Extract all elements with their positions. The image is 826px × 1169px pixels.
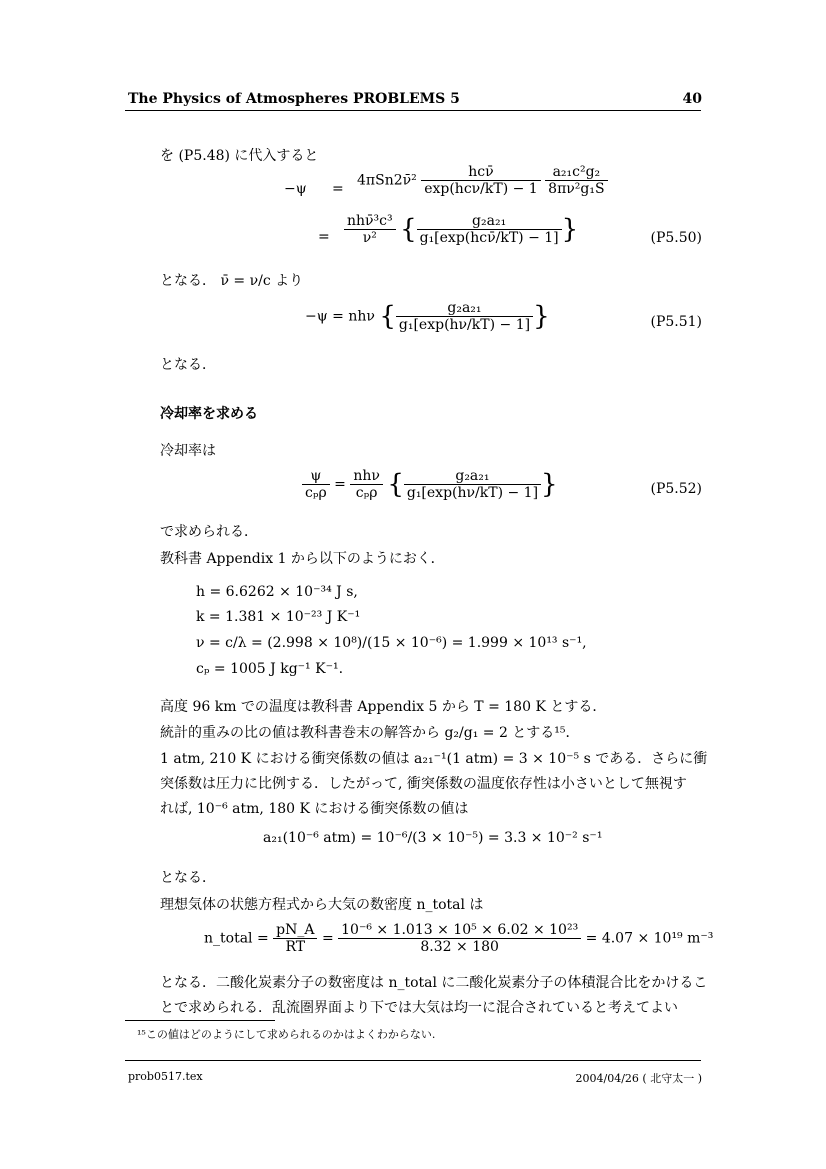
footer-rule	[125, 1060, 701, 1061]
footnote: ¹⁵この値はどのようにして求められるのかはよくわからない.	[137, 1028, 436, 1041]
paragraph: 統計的重みの比の値は教科書巻末の解答から g₂/g₁ = 2 とする¹⁵．	[160, 725, 580, 741]
equation-number: (P5.51)	[650, 314, 702, 330]
paragraph: 教科書 Appendix 1 から以下のようにおく．	[160, 551, 445, 567]
paragraph: 突係数は圧力に比例する．したがって, 衝突係数の温度依存性は小さいとして無視す	[160, 776, 687, 792]
constant-nu: ν = c/λ = (2.998 × 10⁸)/(15 × 10⁻⁶) = 1.999 × 10¹³ s⁻¹,	[196, 635, 587, 651]
eq50-line2-brace-frac	[417, 213, 562, 246]
eq-n-frac1	[273, 922, 317, 955]
eq50-line2: $\frac{\text{nhν̄³c³}}{\text{ν²}}$ { $\frac{\text{g₂a₂₁}}{\text{g₁[exp(hcν̄/kT) − 1]}}$ }	[344, 213, 578, 246]
eq51-lhs: −ψ = nhν	[305, 308, 375, 325]
eq50-line2-brace-den: g₁[exp(hcν̄/kT) − 1]	[419, 230, 559, 246]
eq-n-lhs: n_total =	[204, 930, 269, 947]
paragraph: 1 atm, 210 K における衝突係数の値は a₂₁⁻¹(1 atm) = 3 × 10⁻⁵ s である．さらに衝	[160, 751, 708, 767]
eq51-den: g₁[exp(hν/kT) − 1]	[398, 317, 531, 333]
footer-date-author: 2004/04/26 ( 北守太一 )	[575, 1072, 702, 1085]
equation-number: (P5.50)	[650, 230, 702, 246]
eq52-frac2	[350, 468, 383, 501]
eq50-line2-frac	[344, 213, 396, 246]
paragraph: となる．	[160, 870, 216, 886]
paragraph: となる．	[160, 357, 216, 373]
eq50-frac1-num: hcν̄	[421, 164, 541, 181]
eq52-den: g₁[exp(hν/kT) − 1]	[406, 485, 539, 501]
eq52-brace-frac	[404, 468, 541, 501]
eq52-frac1	[302, 468, 330, 501]
eq50-line2-frac-den: ν²	[362, 230, 377, 246]
paragraph: 冷却率は	[160, 443, 216, 459]
eq50-line2-brace-num: g₂a₂₁	[417, 213, 562, 230]
eq52-frac2-num: nhν	[350, 468, 383, 485]
eq50-equals-2: =	[318, 229, 330, 245]
eq-n-frac2	[338, 922, 581, 955]
page-number: 40	[682, 91, 702, 107]
running-header-title: The Physics of Atmospheres PROBLEMS 5	[128, 91, 460, 107]
eq52-num: g₂a₂₁	[404, 468, 541, 485]
eq-n-frac2-num: 10⁻⁶ × 1.013 × 10⁵ × 6.02 × 10²³	[338, 922, 581, 939]
eq50-frac2	[545, 164, 607, 197]
eq51-frac	[396, 300, 533, 333]
eq52-frac2-den: cₚρ	[355, 485, 378, 501]
section-heading: 冷却率を求める	[160, 406, 258, 422]
eq50-frac1-den: exp(hcν/kT) − 1	[424, 181, 538, 197]
eq50-lhs: −ψ	[284, 181, 307, 197]
paragraph: とで求められる．乱流圏界面より下では大気は均一に混合されていると考えてよい	[160, 1000, 678, 1016]
equation-number: (P5.52)	[650, 481, 702, 497]
eq50-line2-frac-num: nhν̄³c³	[344, 213, 396, 230]
eq50-frac2-den: 8πν²g₁S	[548, 181, 605, 197]
eq52: $\frac{\psi}{\text{cₚρ}}$ = $\frac{\text{nhν}}{\text{cₚρ}}$ { $\frac{\text{g₂a₂₁}}{\text{g₁[exp(hν/kT) − 1]}}$ }	[302, 468, 558, 501]
footnote-rule	[125, 1020, 275, 1021]
header-rule	[125, 110, 701, 111]
constant-cp: cₚ = 1005 J kg⁻¹ K⁻¹.	[196, 661, 344, 677]
eq52-frac1-den: cₚρ	[305, 485, 327, 501]
eq-n-frac1-den: RT	[285, 939, 306, 955]
eq-a21: a₂₁(10⁻⁶ atm) = 10⁻⁶/(3 × 10⁻⁵) = 3.3 × 10⁻² s⁻¹	[263, 830, 603, 846]
eq50-frac1	[421, 164, 541, 197]
eq50-frac2-num: a₂₁c²g₂	[545, 164, 607, 181]
eq50-equals-1: =	[332, 181, 344, 197]
eq-n-rhs: = 4.07 × 10¹⁹ m⁻³	[585, 930, 714, 947]
constant-k: k = 1.381 × 10⁻²³ J K⁻¹	[196, 609, 361, 625]
footer-filename: prob0517.tex	[128, 1070, 203, 1083]
constant-h: h = 6.6262 × 10⁻³⁴ J s,	[196, 584, 358, 600]
eq-n-frac2-den: 8.32 × 180	[420, 939, 499, 955]
eq51-num: g₂a₂₁	[396, 300, 533, 317]
eq51: −ψ = nhν { $\frac{\text{g₂a₂₁}}{\text{g₁[exp(hν/kT) − 1]}}$ }	[305, 300, 550, 333]
paragraph: となる． ν̄ = ν/c より	[160, 273, 304, 289]
eq-n-total: n_total = $\frac{pN\_A}{RT}$ = $\frac{\text{10⁻⁶ × 1.013 × 10⁵ × 6.02 × 10²³}}{8.32 \times 180}$ = 4.07 × 10¹⁹ m⁻³	[204, 922, 714, 955]
paragraph: 高度 96 km での温度は教科書 Appendix 5 から T = 180 K とする．	[160, 699, 607, 715]
eq-n-frac1-num: pN_A	[273, 922, 317, 939]
paragraph: で求められる．	[160, 524, 258, 540]
paragraph: れば, 10⁻⁶ atm, 180 K における衝突係数の値は	[160, 801, 469, 817]
paragraph: となる．二酸化炭素分子の数密度は n_total に二酸化炭素分子の体積混合比をかけるこ	[160, 975, 708, 991]
paragraph: を (P5.48) に代入すると	[160, 148, 319, 164]
eq50-line1	[357, 164, 608, 197]
eq50-coef: 4πSn2ν̄²	[357, 172, 417, 189]
paragraph: 理想気体の状態方程式から大気の数密度 n_total は	[160, 897, 484, 913]
eq52-frac1-num: ψ	[302, 468, 330, 485]
